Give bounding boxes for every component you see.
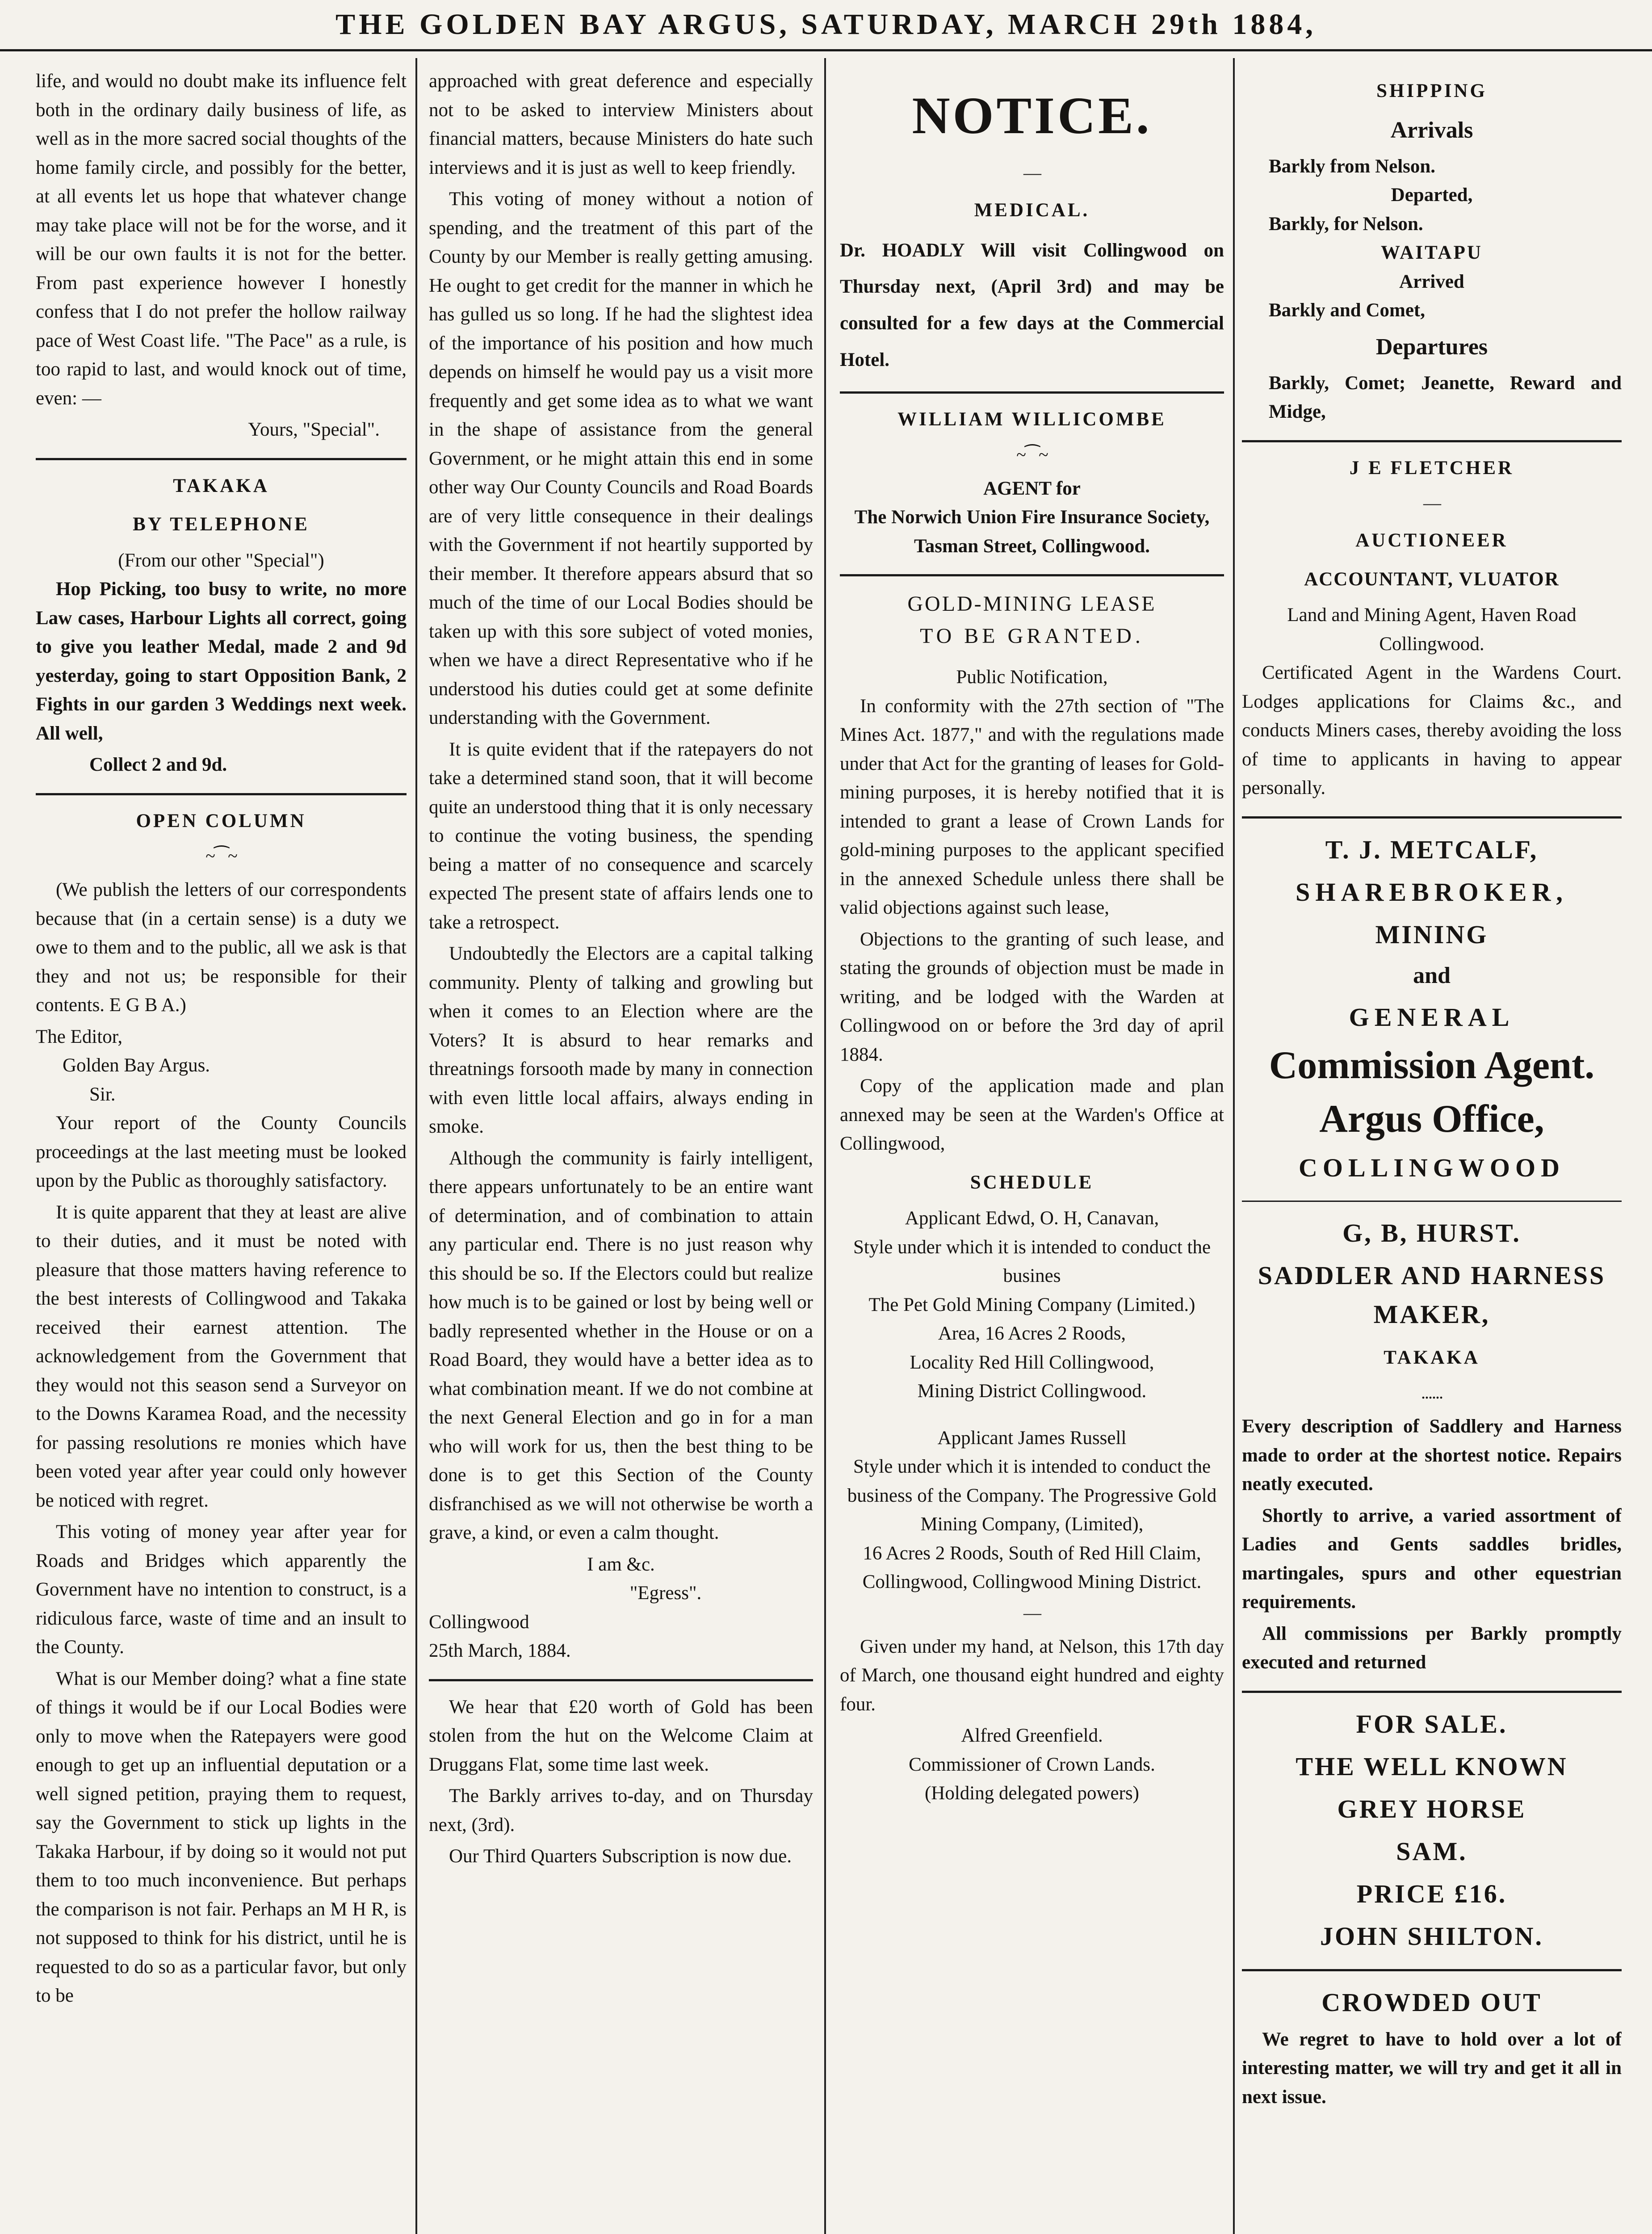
advert-line: GENERAL: [1349, 1002, 1515, 1032]
crowded-heading: CROWDED OUT: [1321, 1987, 1542, 2017]
advert-display: Argus Office,: [1319, 1097, 1544, 1141]
ornament: ~⁀~: [1016, 444, 1048, 465]
ornament: ~⁀~: [205, 846, 237, 866]
shipping-subheading: Arrived: [1399, 271, 1464, 292]
advert-line: ACCOUNTANT, VLUATOR: [1304, 568, 1560, 590]
divider: [840, 574, 1224, 576]
advert-paragraph: Certificated Agent in the Wardens Court. Lodges applications for Claims &c., and conducts Miners cases, thereby avoiding the loss of time to applicants in having to appear personally.: [1242, 662, 1622, 798]
section-heading-telephone: BY TELEPHONE: [133, 514, 310, 535]
agent-line: AGENT for: [983, 478, 1081, 499]
salutation: The Editor,: [36, 1026, 123, 1047]
advert-paragraph: All commissions per Barkly promptly executed and returned: [1242, 1623, 1622, 1673]
shipping-subheading: Arrivals: [1390, 117, 1473, 143]
article-paragraph: This voting of money without a notion of spending, and the treatment of this part of the County by our Member is really getting amusing. He ought to get credit for the manner in which he has gulled us so long. If he had the slightest idea of the importance of his position and how much depends on himself he would pay us a visit more frequently and get some idea as to what we want in the shape of assistance from the general Government, or he might attain this end in some other way Our County Councils and Road Boards are of very little consequence in their dealings with the Government if not heartily supported by their member. It therefore appears absurd that so much of the time of our Local Bodies should be taken up with this sore subject of voted monies, when we have a direct Representative who if he understood his duties could get at some definite understanding with the Government.: [429, 189, 813, 728]
lease-heading: GOLD-MINING LEASE: [907, 592, 1157, 616]
signoff: Collect 2 and 9d.: [89, 754, 227, 775]
advert-name: G, B, HURST.: [1342, 1218, 1521, 1247]
advert-line: MINING: [1375, 920, 1488, 949]
article-paragraph: It is quite apparent that they at least are alive to their duties, and it must be noted with pleasure that those matters having reference to the best interests of Collingwood and Takaka received their earnest attention. The acknowledgement from the Government that they would not this season send a Surveyor on to the Downs Karamea Road, and the necessity for passing resolutions re monies which have been voted year after year could only however be noticed with regret.: [36, 1201, 407, 1511]
advert-line: SHAREBROKER,: [1296, 877, 1568, 907]
column-rule: [1233, 58, 1235, 2234]
lease-paragraph: In conformity with the 27th section of "The Mines Act. 1877," and with the regulations made under that Act for the granting of leases for Gold-mining purposes, it is hereby notified that it is intended to grant a lease of Crown Lands for gold-mining purposes to the applicant specified in the annexed Schedule unless there shall be valid objections against such lease,: [840, 695, 1224, 919]
article-paragraph: It is quite evident that if the ratepayers do not take a determined stand soon, that it will become quite an understood thing that it is only necessary to continue the voting business, the spending being a matter of no consequence and scarcely expected The present state of affairs lends one to take a retrospect.: [429, 739, 813, 933]
column-rule: [415, 58, 417, 2234]
agent-name: WILLIAM WILLICOMBE: [897, 409, 1166, 430]
article-paragraph: What is our Member doing? what a fine state of things it would be if our Local Bodies were only to move when the Ratepayers were good enough to get up an influential deputation or a well signed petition, praying them to request, say the Government to stick up lights in the Takaka Harbour, if by doing so it would not put them to too much inconvenience. But perhaps the comparison is not fair. Perhaps an M H R, is not supposed to think for his district, until he is requested to do so as a particular favor, but only to be: [36, 1668, 407, 2006]
ornament: ......: [1421, 1382, 1442, 1403]
shipping-subheading: Departed,: [1391, 185, 1473, 206]
article-paragraph: life, and would no doubt make its influence felt both in the ordinary daily business of life, as well as in the more sacred social thoughts of the home family circle, and possibly for the better, at all events let us hope that whatever change may take place will not be for the worse, and it will be our own faults it is not for the better. From past experience however I honestly confess that I do not prefer the hollow railway pace of West Coast life. "The Pace" as a rule, is too rapid to last, and would knock out of time, even: —: [36, 71, 407, 409]
column-3: [840, 67, 1224, 2234]
article-paragraph: Although the community is fairly intelligent, there appears unfortunately to be an entire want of determination, and of combination to attain any particular end. There is no just reason why this should be so. If the Electors could but realize how much is to be gained or lost by being well or badly represented whether in the House or on a Road Board, they would have a better idea as to what combination meant. If we do not combine at the next General Election and go in for a man who will work for us, then the best thing to be done is to get this Section of the County disfranchised as we will not otherwise be worth a grave, a kind, or even a calm thought.: [429, 1147, 813, 1543]
ornament: —: [1023, 1602, 1040, 1623]
article-paragraph: approached with great deference and especially not to be asked to interview Ministers about financial matters, because Ministers do hate such interviews and it is just as well to keep friendly.: [429, 71, 813, 178]
notice-title: NOTICE.: [912, 86, 1152, 145]
agent-line: Tasman Street, Collingwood.: [914, 535, 1150, 557]
divider: [840, 391, 1224, 394]
advert-line: COLLINGWOOD: [1298, 1153, 1565, 1182]
lease-heading: TO BE GRANTED.: [920, 624, 1144, 648]
shipping-subheading: Departures: [1375, 334, 1488, 360]
divider: [1242, 440, 1622, 442]
signature: Alfred Greenfield.: [961, 1725, 1103, 1747]
shipping-line: Barkly and Comet,: [1269, 300, 1425, 321]
divider: [1242, 1201, 1622, 1202]
advert-name: J E FLETCHER: [1349, 457, 1514, 479]
sale-line: JOHN SHILTON.: [1320, 1921, 1544, 1951]
advert-line: AUCTIONEER: [1355, 530, 1508, 551]
section-heading-open-column: OPEN COLUMN: [136, 810, 306, 831]
advert-line: Land and Mining Agent, Haven Road Collingwood.: [1287, 605, 1577, 655]
advert-paragraph: Every description of Saddlery and Harness made to order at the shortest notice. Repairs neatly executed.: [1242, 1416, 1622, 1495]
shipping-subheading: WAITAPU: [1381, 242, 1483, 263]
shipping-heading: SHIPPING: [1376, 80, 1487, 101]
sale-line: PRICE £16.: [1356, 1879, 1507, 1908]
lease-subheading: Public Notification,: [956, 667, 1108, 688]
article-paragraph: Undoubtedly the Electors are a capital talking community. Plenty of talking and growling but when it comes to an Election where are the Voters? It is absurd to hear remarks and threatnings forsooth made by many in connection with even little local affairs, always ending in smoke.: [429, 943, 813, 1137]
article-paragraph: (We publish the letters of our correspondents because that (in a certain sense) is a duty we owe to them and to the public, all we ask is that they and not us; be responsible for their contents. E G B A.): [36, 879, 407, 1016]
ornament: —: [1023, 163, 1040, 183]
schedule-line: The Pet Gold Mining Company (Limited.): [868, 1294, 1195, 1315]
schedule-line: Applicant James Russell: [937, 1427, 1127, 1449]
heading-medical: MEDICAL.: [974, 200, 1090, 221]
article-paragraph: Hop Picking, too busy to write, no more Law cases, Harbour Lights all correct, going to give you leather Medal, made 2 and 9d yesterday, going to start Opposition Bank, 2 Fights in our garden 3 Weddings next week. All well,: [36, 579, 407, 744]
schedule-line: Applicant Edwd, O. H, Canavan,: [905, 1208, 1159, 1229]
schedule-heading: SCHEDULE: [970, 1172, 1094, 1193]
crowded-paragraph: We regret to have to hold over a lot of interesting matter, we will try and get it all in next issue.: [1242, 2028, 1622, 2108]
schedule-line: Style under which it is intended to conduct the business of the Company. The Progressive Gold Mining Company, (Limited),: [847, 1456, 1217, 1535]
shipping-line: Barkly, for Nelson.: [1269, 213, 1423, 235]
salutation: Sir.: [89, 1083, 116, 1105]
article-paragraph: This voting of money year after year for Roads and Bridges which apparently the Government have no intention to construct, is a ridiculous farce, waste of time and an insult to the County.: [36, 1521, 407, 1658]
column-2: [429, 67, 813, 2234]
column-1: [36, 67, 407, 2234]
schedule-line: 16 Acres 2 Roods, South of Red Hill Claim, Collingwood, Collingwood Mining District.: [862, 1542, 1202, 1593]
signature: Commissioner of Crown Lands.: [909, 1754, 1155, 1775]
sale-line: FOR SALE.: [1356, 1709, 1508, 1738]
news-paragraph: The Barkly arrives to-day, and on Thursday next, (3rd).: [429, 1785, 813, 1835]
schedule-line: Mining District Collingwood.: [917, 1381, 1147, 1402]
advert-line: TAKAKA: [1384, 1347, 1480, 1368]
date: 25th March, 1884.: [429, 1640, 571, 1661]
byline: (From our other "Special"): [118, 550, 324, 571]
shipping-line: Barkly from Nelson.: [1269, 155, 1436, 177]
sale-line: GREY HORSE: [1337, 1794, 1526, 1823]
news-paragraph: We hear that £20 worth of Gold has been stolen from the hut on the Welcome Claim at Druggans Flat, some time last week.: [429, 1696, 813, 1775]
divider: [36, 793, 407, 795]
sale-line: THE WELL KNOWN: [1296, 1751, 1568, 1781]
advert-line: and: [1413, 962, 1451, 988]
advert-name: T. J. METCALF,: [1325, 835, 1539, 864]
signature: "Egress".: [629, 1583, 702, 1604]
medical-notice: Dr. HOADLY Will visit Collingwood on Thursday next, (April 3rd) and may be consulted for a few days at the Commercial Hotel.: [840, 239, 1224, 370]
shipping-line: Barkly, Comet; Jeanette, Reward and Midge,: [1269, 372, 1622, 422]
lease-paragraph: Objections to the granting of such lease, and stating the grounds of objection must be made in writing, and be lodged with the Warden at Collingwood on or before the 3rd day of april 1884.: [840, 928, 1224, 1065]
signature: Yours, "Special".: [248, 419, 380, 440]
article-paragraph: Your report of the County Councils proceedings at the last meeting must be looked upon by the Public as thoroughly satisfactory.: [36, 1113, 407, 1191]
lease-paragraph: Given under my hand, at Nelson, this 17th day of March, one thousand eight hundred and eighty four.: [840, 1636, 1224, 1715]
divider: [429, 1679, 813, 1681]
advert-display: Commission Agent.: [1269, 1043, 1595, 1087]
advert-line: SADDLER AND HARNESS MAKER,: [1258, 1260, 1606, 1329]
column-rule: [824, 58, 826, 2234]
ornament: —: [1423, 493, 1440, 513]
news-paragraph: Our Third Quarters Subscription is now due.: [449, 1846, 792, 1867]
divider: [1242, 1969, 1622, 1971]
schedule-line: Area, 16 Acres 2 Roods,: [938, 1323, 1126, 1344]
schedule-line: Locality Red Hill Collingwood,: [910, 1352, 1154, 1373]
signature: (Holding delegated powers): [924, 1783, 1139, 1804]
section-heading-takaka: TAKAKA: [173, 475, 269, 496]
masthead: THE GOLDEN BAY ARGUS, SATURDAY, MARCH 29th 1884,: [0, 0, 1652, 51]
schedule-line: Style under which it is intended to conduct the busines: [853, 1236, 1211, 1287]
divider: [1242, 1691, 1622, 1693]
place: Collingwood: [429, 1611, 529, 1633]
agent-line: The Norwich Union Fire Insurance Society,: [854, 507, 1210, 528]
divider: [1242, 816, 1622, 819]
divider: [36, 458, 407, 460]
signature: I am &c.: [587, 1554, 655, 1575]
lease-paragraph: Copy of the application made and plan annexed may be seen at the Warden's Office at Collingwood,: [840, 1075, 1224, 1155]
salutation: Golden Bay Argus.: [63, 1055, 210, 1076]
sale-line: SAM.: [1396, 1836, 1468, 1866]
column-4: [1242, 67, 1622, 2234]
advert-paragraph: Shortly to arrive, a varied assortment of Ladies and Gents saddles bridles, martingales, spurs and other equestrian requirements.: [1242, 1505, 1622, 1613]
